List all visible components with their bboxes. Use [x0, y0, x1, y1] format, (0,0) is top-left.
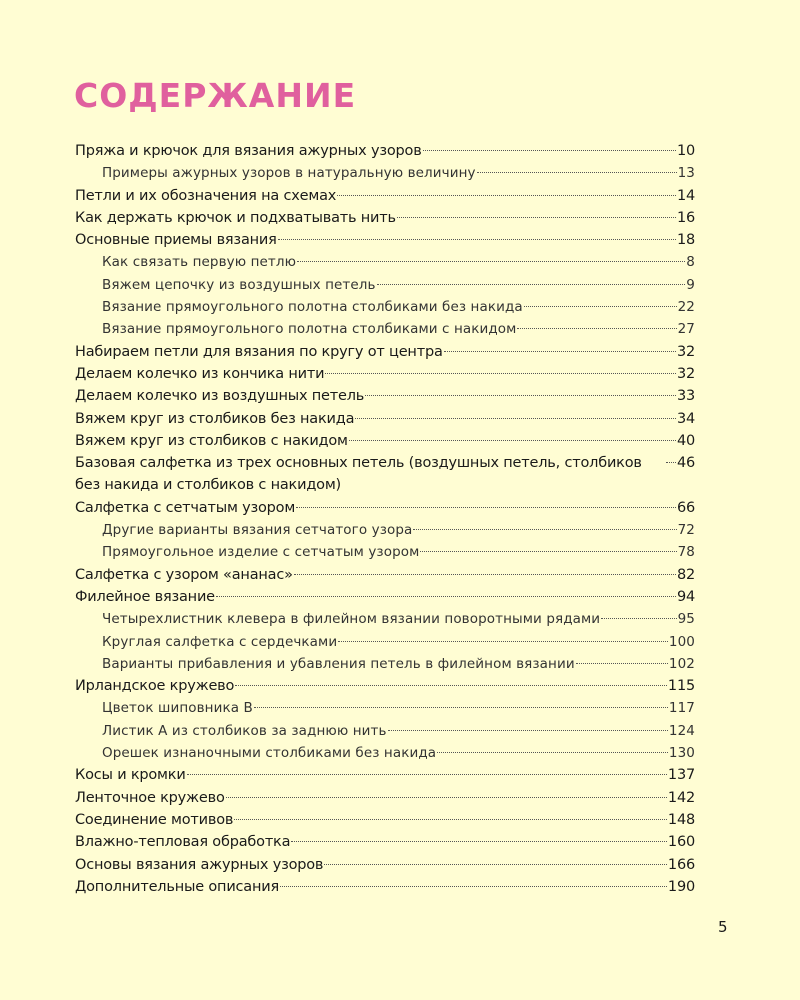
toc-entry[interactable]	[75, 831, 695, 853]
dot-leader	[254, 707, 668, 708]
toc-entry-page: 9	[686, 276, 695, 293]
dot-leader	[377, 284, 686, 285]
toc-entry-page: 13	[677, 165, 695, 182]
toc-entry-page: 14	[676, 187, 695, 204]
toc-subentry[interactable]	[75, 162, 695, 184]
toc-entry-title: Орешек изнаночными столбиками без накида	[102, 745, 437, 762]
toc-entry-page: 66	[676, 499, 695, 516]
toc-subentry[interactable]	[75, 720, 695, 742]
toc-entry-title: Салфетка с сетчатым узором	[75, 499, 296, 516]
toc-entry-page: 130	[668, 745, 695, 762]
toc-entry-page: 72	[677, 522, 695, 539]
toc-entry-title: Дополнительные описания	[75, 878, 280, 895]
toc-entry[interactable]	[75, 675, 695, 697]
toc-entry-page: 100	[668, 633, 695, 650]
toc-entry-page: 33	[676, 388, 695, 405]
toc-entry-page: 32	[676, 343, 695, 360]
toc-subentry[interactable]	[75, 742, 695, 764]
toc-entry-title: Прямоугольное изделие с сетчатым узором	[102, 544, 420, 561]
dot-leader	[397, 217, 676, 218]
dot-leader	[444, 351, 676, 352]
toc-entry-page: 27	[677, 321, 695, 338]
toc-entry-page: 40	[676, 432, 695, 449]
toc-entry-title: Вязание прямоугольного полотна столбиками без накида	[102, 299, 523, 316]
toc-entry[interactable]	[75, 452, 695, 497]
toc-entry-title: Вязание прямоугольного полотна столбиками с накидом	[102, 321, 517, 338]
toc-entry[interactable]	[75, 764, 695, 786]
toc-subentry[interactable]	[75, 274, 695, 296]
page-title: СОДЕРЖАНИЕ	[74, 76, 357, 115]
toc-entry-page: 190	[667, 878, 695, 895]
toc-entry-page: 82	[676, 566, 695, 583]
toc-entry-title: Соединение мотивов	[75, 811, 234, 828]
dot-leader	[280, 886, 667, 887]
toc-entry-page: 10	[676, 143, 695, 159]
dot-leader	[349, 440, 676, 441]
dot-leader	[235, 685, 667, 686]
dot-leader	[365, 395, 676, 396]
dot-leader	[325, 373, 676, 374]
toc-entry-title: Цветок шиповника В	[102, 700, 253, 717]
toc-entry-page: 22	[677, 299, 695, 316]
toc-entry-title: Вяжем круг из столбиков без накида	[75, 410, 355, 427]
toc-entry[interactable]	[75, 341, 695, 363]
toc-subentry[interactable]	[75, 631, 695, 653]
toc-entry[interactable]	[75, 876, 695, 898]
dot-leader	[576, 663, 668, 664]
dot-leader	[420, 551, 676, 552]
dot-leader	[601, 618, 676, 619]
toc-entry-page: 148	[667, 811, 695, 828]
toc-entry-page: 102	[668, 655, 695, 672]
toc-entry[interactable]	[75, 497, 695, 519]
toc-entry-title: Косы и кромки	[75, 767, 186, 784]
toc-entry-title: Салфетка с узором «ананас»	[75, 566, 293, 583]
dot-leader	[413, 529, 676, 530]
dot-leader	[477, 172, 677, 173]
toc-entry[interactable]	[75, 809, 695, 831]
toc-entry[interactable]	[75, 430, 695, 452]
toc-entry-title: Листик А из столбиков за заднюю нить	[102, 722, 387, 739]
dot-leader	[294, 574, 676, 575]
toc-entry[interactable]	[75, 140, 695, 162]
toc-entry-title: Ирландское кружево	[75, 678, 235, 695]
toc-entry-title: Делаем колечко из кончика нити	[75, 365, 325, 382]
toc-entry-page: 94	[676, 588, 695, 605]
toc-entry-page: 137	[667, 767, 695, 784]
toc-entry-page: 34	[676, 410, 695, 427]
dot-leader	[216, 596, 676, 597]
toc-entry-title: Другие варианты вязания сетчатого узора	[102, 522, 413, 539]
toc-entry[interactable]	[75, 363, 695, 385]
toc-entry-page: 115	[667, 678, 695, 695]
dot-leader	[524, 306, 677, 307]
toc-entry[interactable]	[75, 586, 695, 608]
toc-entry-title: Четырехлистник клевера в филейном вязании поворотными рядами	[102, 611, 601, 628]
toc-subentry[interactable]	[75, 296, 695, 318]
toc-subentry[interactable]	[75, 318, 695, 340]
dot-leader	[297, 261, 685, 262]
dot-leader	[278, 239, 676, 240]
toc-subentry[interactable]	[75, 653, 695, 675]
dot-leader	[226, 797, 667, 798]
toc-entry-title: Филейное вязание	[75, 588, 215, 605]
dot-leader	[388, 730, 668, 731]
toc-entry[interactable]	[75, 229, 695, 251]
toc-entry-title: Базовая салфетка из трех основных петель (воздушных петель, столбиков без накида и столбиков с накидом)	[75, 455, 642, 494]
dot-leader	[337, 195, 676, 196]
toc-subentry[interactable]	[75, 697, 695, 719]
toc-entry[interactable]	[75, 564, 695, 586]
toc-entry-title: Вяжем круг из столбиков с накидом	[75, 432, 348, 449]
toc-entry-page: 16	[676, 209, 695, 226]
toc-entry-title: Петли и их обозначения на схемах	[75, 187, 337, 204]
toc-entry-title: Набираем петли для вязания по кругу от центра	[75, 343, 443, 360]
toc-entry-page: 18	[676, 232, 695, 249]
table-of-contents	[75, 140, 695, 898]
page-number: 5	[718, 918, 728, 936]
toc-entry-title: Как держать крючок и подхватывать нить	[75, 209, 396, 226]
dot-leader	[234, 819, 667, 820]
dot-leader	[291, 841, 667, 842]
toc-entry-page: 32	[676, 365, 695, 382]
dot-leader	[666, 462, 676, 463]
toc-subentry[interactable]	[75, 608, 695, 630]
toc-entry-page: 160	[667, 834, 695, 851]
toc-entry-page: 124	[668, 722, 695, 739]
dot-leader	[517, 328, 676, 329]
toc-entry-title: Как связать первую петлю	[102, 254, 297, 271]
toc-entry[interactable]	[75, 207, 695, 229]
toc-subentry[interactable]	[75, 251, 695, 273]
dot-leader	[437, 752, 668, 753]
dot-leader	[338, 641, 668, 642]
toc-entry-title: Примеры ажурных узоров в натуральную величину	[102, 165, 476, 182]
toc-subentry[interactable]	[75, 519, 695, 541]
toc-entry-title: Пряжа и крючок для вязания ажурных узоров	[75, 143, 422, 159]
dot-leader	[355, 418, 676, 419]
toc-entry[interactable]	[75, 185, 695, 207]
toc-entry[interactable]	[75, 854, 695, 876]
toc-entry-page: 95	[677, 611, 695, 628]
toc-entry-page: 8	[686, 254, 695, 271]
toc-entry-title: Влажно-тепловая обработка	[75, 834, 291, 851]
toc-entry-page: 166	[667, 856, 695, 873]
toc-entry[interactable]	[75, 385, 695, 407]
toc-subentry[interactable]	[75, 541, 695, 563]
toc-entry-page: 117	[668, 700, 695, 717]
toc-entry-title: Делаем колечко из воздушных петель	[75, 388, 365, 405]
dot-leader	[423, 150, 676, 151]
toc-entry-title: Основы вязания ажурных узоров	[75, 856, 324, 873]
dot-leader	[324, 864, 667, 865]
toc-entry-title: Ленточное кружево	[75, 789, 225, 806]
toc-entry[interactable]	[75, 787, 695, 809]
toc-entry-title: Варианты прибавления и убавления петель в филейном вязании	[102, 655, 575, 672]
toc-entry-title: Основные приемы вязания	[75, 232, 277, 249]
toc-entry-page: 78	[677, 544, 695, 561]
toc-entry[interactable]	[75, 408, 695, 430]
toc-entry-title: Круглая салфетка с сердечками	[102, 633, 338, 650]
dot-leader	[187, 774, 667, 775]
toc-entry-title: Вяжем цепочку из воздушных петель	[102, 276, 376, 293]
toc-entry-page: 46	[676, 455, 695, 472]
dot-leader	[296, 507, 676, 508]
toc-entry-page: 142	[667, 789, 695, 806]
